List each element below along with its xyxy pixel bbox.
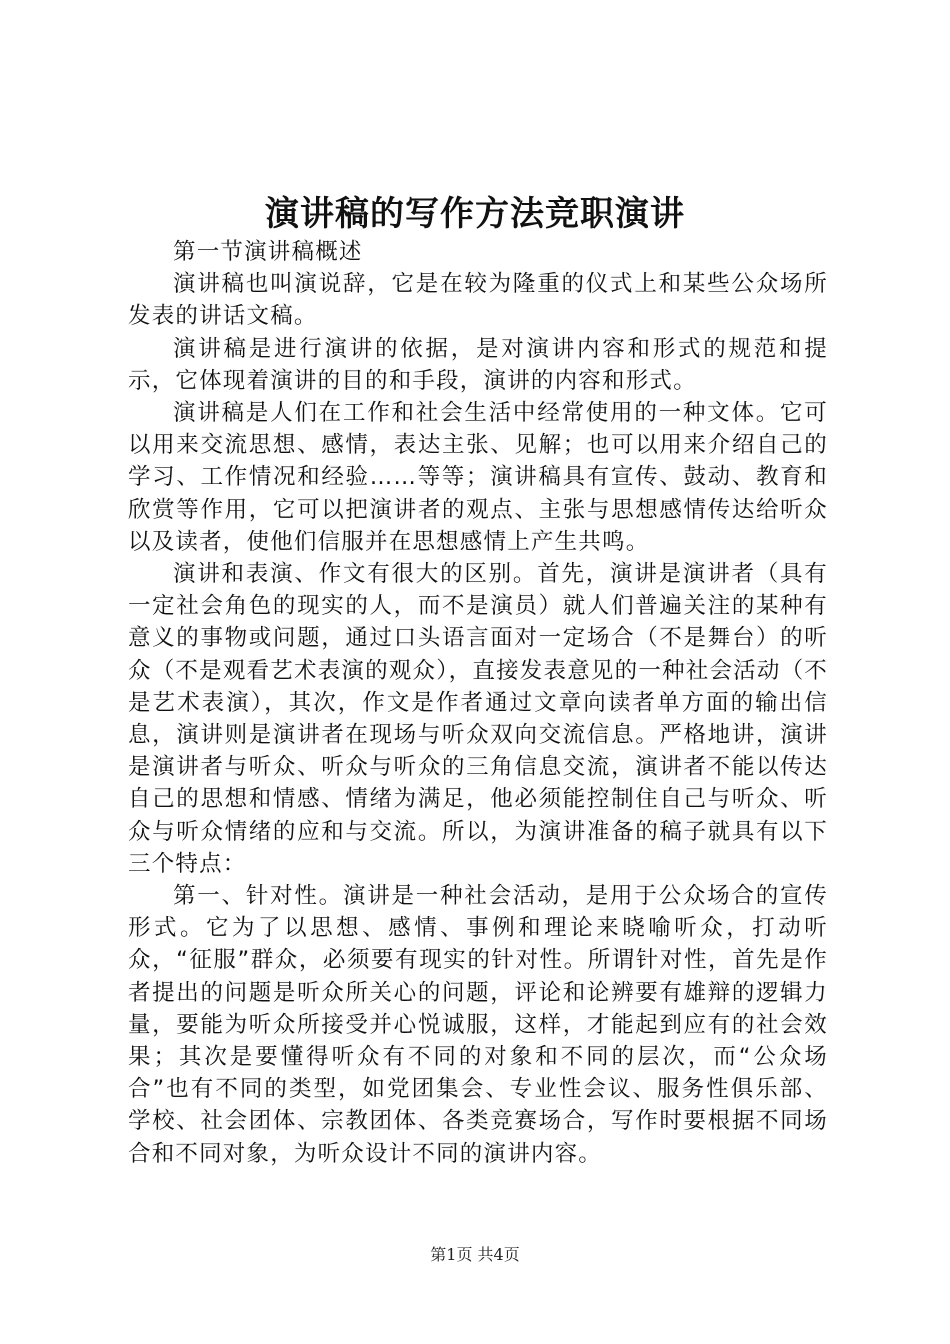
section-heading: 第一节演讲稿概述 [173, 239, 363, 265]
paragraph: 演讲和表演、作文有很大的区别。首先，演讲是演讲者（具有一定社会角色的现实的人，而不是演员）就人们普遍关注的某种有意义的事物或问题，通过口头语言面对一定场合（不是舞台）的听众（不是观看艺术表演的观众），直接发表意见的一种社会活动（不是艺术表演），其次，作文是作者通过文章向读者单方面的输出信息，演讲则是演讲者在现场与听众双向交流信息。严格地讲，演讲是演讲者与听众、听众与听众的三角信息交流，演讲者不能以传达自己的思想和情感、情绪为满足，他必须能控制住自己与听众、听众与听众情绪的应和与交流。所以，为演讲准备的稿子就具有以下三个特点： [128, 561, 828, 877]
paragraph: 演讲稿也叫演说辞，它是在较为隆重的仪式上和某些公众场所发表的讲话文稿。 [128, 271, 828, 330]
paragraph: 演讲稿是进行演讲的依据，是对演讲内容和形式的规范和提示，它体现着演讲的目的和手段，演讲的内容和形式。 [128, 335, 828, 394]
document-body [128, 236, 828, 1170]
document-title: 演讲稿的写作方法竞职演讲 [265, 194, 685, 234]
page-footer: 第1页 共4页 [430, 1245, 520, 1264]
paragraph: 演讲稿是人们在工作和社会生活中经常使用的一种文体。它可以用来交流思想、感情，表达主张、见解；也可以用来介绍自己的学习、工作情况和经验……等等；演讲稿具有宣传、鼓动、教育和欣赏等作用，它可以把演讲者的观点、主张与思想感情传达给听众以及读者，使他们信服并在思想感情上产生共鸣。 [128, 400, 828, 555]
paragraph: 第一、针对性。演讲是一种社会活动，是用于公众场合的宣传形式。它为了以思想、感情、事例和理论来晓喻听众，打动听众，“征服”群众，必须要有现实的针对性。所谓针对性，首先是作者提出的问题是听众所关心的问题，评论和论辨要有雄辩的逻辑力量，要能为听众所接受并心悦诚服，这样，才能起到应有的社会效果；其次是要懂得听众有不同的对象和不同的层次，而“公众场合”也有不同的类型，如党团集会、专业性会议、服务性俱乐部、学校、社会团体、宗教团体、各类竞赛场合，写作时要根据不同场合和不同对象，为听众设计不同的演讲内容。 [128, 883, 828, 1167]
